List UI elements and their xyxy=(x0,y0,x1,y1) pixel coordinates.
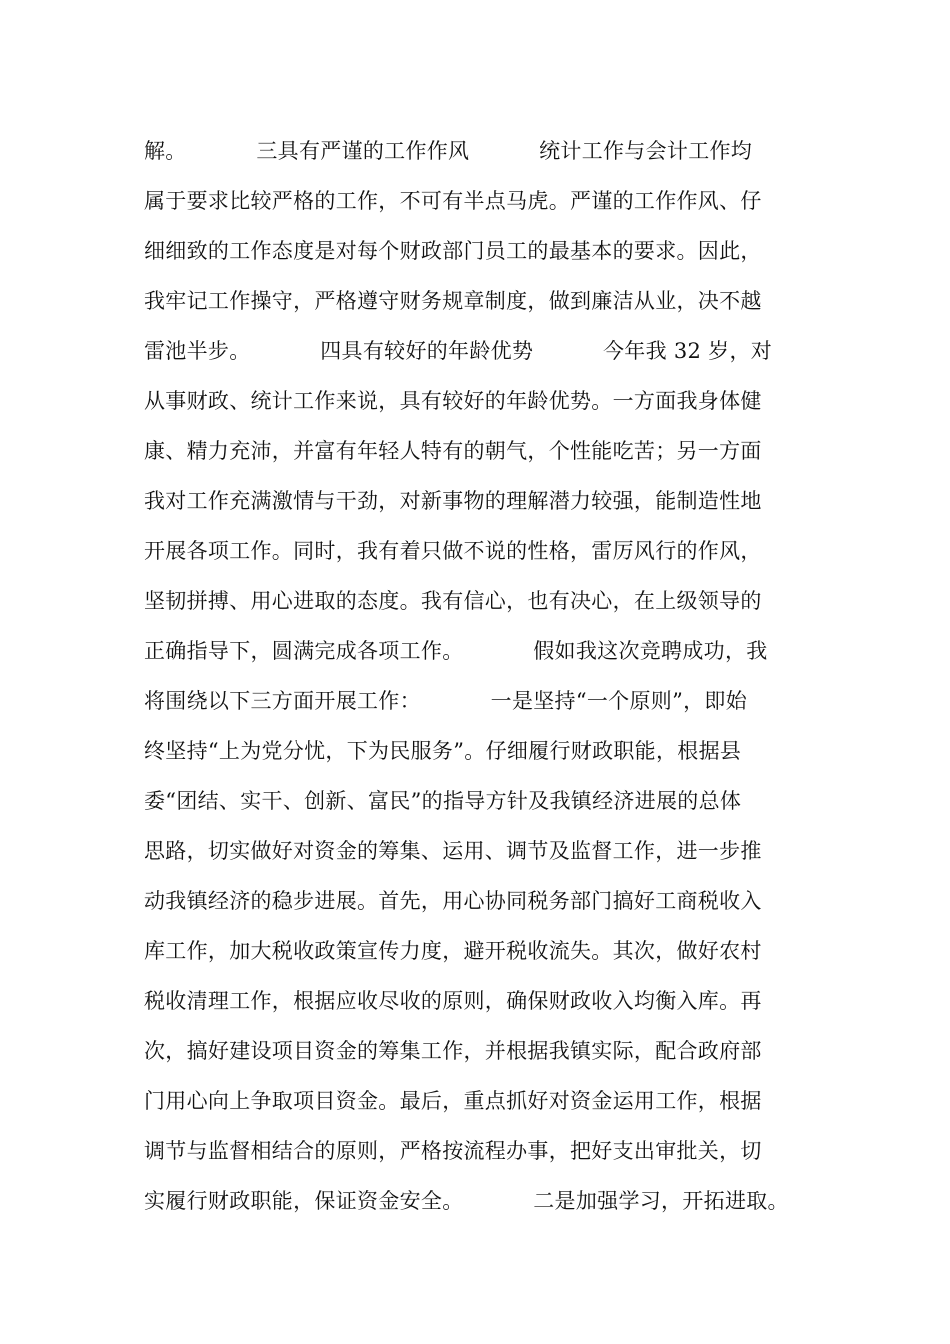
text-line-14: 委“团结、实干、创新、富民”的指导方针及我镇经济进展的总体 xyxy=(144,789,742,813)
text-line-19: 次，搞好建设项目资金的筹集工作，并根据我镇实际，配合政府部 xyxy=(144,1039,762,1063)
body-text xyxy=(144,126,834,1226)
text-line-5: 雷池半步。 四具有较好的年龄优势 今年我 32 岁，对 xyxy=(144,339,773,363)
text-line-17: 库工作，加大税收政策宣传力度，避开税收流失。其次，做好农村 xyxy=(144,939,762,963)
text-line-1: 解。 三具有严谨的工作作风 统计工作与会计工作均 xyxy=(144,139,753,163)
text-line-20: 门用心向上争取项目资金。最后，重点抓好对资金运用工作，根据 xyxy=(144,1089,762,1113)
text-line-12: 将围绕以下三方面开展工作： 一是坚持“一个原则”，即始 xyxy=(144,689,748,713)
text-line-9: 开展各项工作。同时，我有着只做不说的性格，雷厉风行的作风， xyxy=(144,539,762,563)
text-line-6: 从事财政、统计工作来说，具有较好的年龄优势。一方面我身体健 xyxy=(144,389,762,413)
text-line-15: 思路，切实做好对资金的筹集、运用、调节及监督工作，进一步推 xyxy=(144,839,762,863)
text-line-8: 我对工作充满激情与干劲，对新事物的理解潜力较强，能制造性地 xyxy=(144,489,762,513)
text-line-16: 动我镇经济的稳步进展。首先，用心协同税务部门搞好工商税收入 xyxy=(144,889,762,913)
text-line-11: 正确指导下，圆满完成各项工作。 假如我这次竞聘成功，我 xyxy=(144,639,768,663)
text-line-7: 康、精力充沛，并富有年轻人特有的朝气，个性能吃苦；另一方面 xyxy=(144,439,762,463)
text-line-3: 细细致的工作态度是对每个财政部门员工的最基本的要求。因此， xyxy=(144,239,762,263)
text-line-13: 终坚持“上为党分忧，下为民服务”。仔细履行财政职能，根据县 xyxy=(144,739,742,763)
text-line-4: 我牢记工作操守，严格遵守财务规章制度，做到廉洁从业，决不越 xyxy=(144,289,762,313)
text-line-21: 调节与监督相结合的原则，严格按流程办事，把好支出审批关，切 xyxy=(144,1139,762,1163)
text-line-2: 属于要求比较严格的工作，不可有半点马虎。严谨的工作作风、仔 xyxy=(144,189,762,213)
text-line-22: 实履行财政职能，保证资金安全。 二是加强学习，开拓进取。 xyxy=(144,1189,789,1213)
text-line-10: 坚韧拼搏、用心进取的态度。我有信心，也有决心，在上级领导的 xyxy=(144,589,762,613)
text-line-18: 税收清理工作，根据应收尽收的原则，确保财政收入均衡入库。再 xyxy=(144,989,762,1013)
